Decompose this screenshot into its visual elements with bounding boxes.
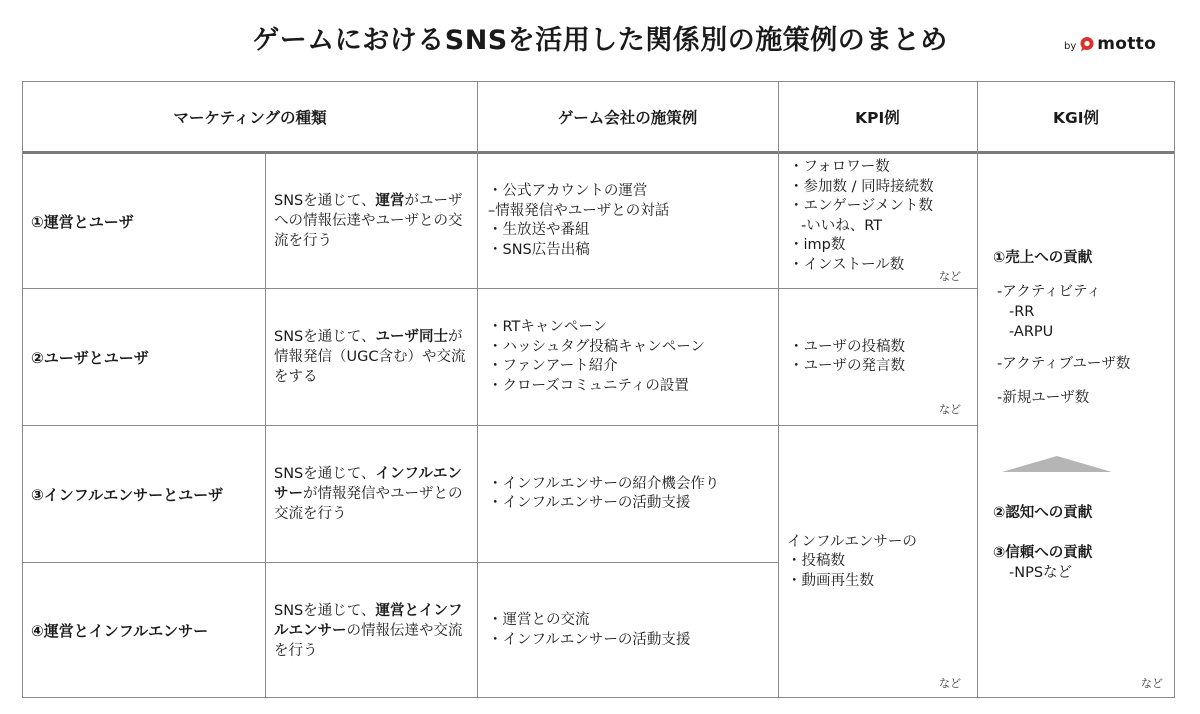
list-item: ・参加数 / 同時接続数 [789, 178, 934, 195]
row-description [266, 154, 477, 288]
desc-text: の情報伝達や交流を行う [274, 622, 463, 659]
list-item: ・インフルエンサーの紹介機会作り [488, 475, 720, 492]
list-item: ・インストール数 [789, 256, 905, 273]
list-item: ・投稿数 [787, 553, 845, 570]
list-item: -ARPU [1009, 324, 1054, 340]
list-item: ・フォロワー数 [789, 159, 890, 175]
list-item: ・ユーザの投稿数 [789, 338, 905, 355]
row-type: ①運営とユーザ [31, 212, 134, 231]
list-item: インフルエンサーの [787, 533, 917, 550]
etc-note: など [939, 677, 961, 690]
row-description [266, 289, 477, 425]
list-item: ・クローズコミュニティの設置 [488, 377, 689, 394]
desc-text: SNSを通じて、 [274, 602, 376, 619]
up-arrow-icon [1002, 456, 1112, 472]
etc-note: など [939, 270, 961, 283]
desc-bold: インフルエンサー [274, 466, 462, 502]
list-item: -アクティビティ [997, 284, 1101, 300]
list-item: ・動画再生数 [787, 572, 874, 589]
etc-note: など [939, 403, 961, 416]
list-item: ・SNS広告出稿 [488, 241, 590, 258]
list-item: ・エンゲージメント数 [789, 198, 933, 214]
brand-by: by [1064, 40, 1077, 52]
row-type: ②ユーザとユーザ [31, 348, 149, 367]
kgi-sales [993, 248, 1130, 408]
divider [977, 82, 978, 697]
desc-text: SNSを通じて、 [274, 466, 376, 482]
header-measures: ゲーム会社の施策例 [557, 109, 698, 127]
desc-bold: 運営とインフルエンサー [274, 602, 463, 639]
page-title: ゲームにおけるSNSを活用した関係別の施策例のまとめ [252, 25, 948, 56]
kgi-awareness-trust [993, 503, 1092, 583]
row-description [266, 563, 477, 698]
row-type: ③インフルエンサーとユーザ [31, 485, 224, 504]
etc-note: など [1141, 677, 1163, 690]
desc-text: SNSを通じて、 [274, 329, 376, 345]
measures-cell [478, 289, 778, 425]
list-item: -RR [1009, 304, 1035, 320]
header-kpi: KPI例 [855, 109, 900, 127]
desc-text: が情報発信（UGC含む）や交流をする [274, 329, 466, 385]
brand-name: motto [1097, 34, 1157, 54]
list-item: ・ファンアート紹介 [488, 358, 618, 374]
summary-table [22, 81, 1175, 698]
desc-text: SNSを通じて、 [274, 193, 376, 209]
list-item: ・imp数 [789, 237, 846, 253]
measures-cell [478, 563, 778, 698]
kgi-heading: ③信頼への貢献 [993, 545, 1093, 561]
list-item: ・インフルエンサーの活動支援 [488, 631, 691, 648]
measures-cell [478, 426, 778, 562]
kpi-cell [779, 426, 977, 698]
brand-logo [1064, 34, 1156, 54]
row-type: ④運営とインフルエンサー [31, 622, 209, 640]
list-item: -アクティブユーザ数 [997, 356, 1131, 372]
list-item: ・ユーザの発言数 [789, 358, 905, 374]
list-item: -NPSなど [1009, 565, 1073, 581]
list-item: ・ハッシュタグ投稿キャンペーン [488, 338, 705, 355]
kgi-heading: ②認知への貢献 [993, 505, 1093, 521]
header-kgi: KGI例 [1052, 109, 1099, 127]
list-item: –情報発信やユーザとの対話 [488, 202, 670, 219]
measures-cell [478, 154, 778, 288]
list-item: ・運営との交流 [488, 612, 590, 628]
desc-bold: 運営 [375, 193, 405, 209]
list-item: ・公式アカウントの運営 [488, 183, 648, 199]
desc-text: が情報発信やユーザとの交流を行う [274, 486, 463, 522]
desc-bold: ユーザ同士 [375, 329, 448, 345]
desc-text: がユーザへの情報伝達やユーザとの交流を行う [274, 193, 463, 249]
list-item: -いいね、RT [801, 217, 883, 234]
list-item: ・インフルエンサーの活動支援 [488, 495, 691, 511]
header-marketing-type: マーケティングの種類 [173, 109, 327, 127]
row-description [266, 426, 477, 562]
motto-logo-icon [1079, 36, 1095, 52]
kgi-heading: ①売上への貢献 [993, 250, 1093, 266]
list-item: ・生放送や番組 [488, 222, 590, 238]
list-item: ・RTキャンペーン [488, 319, 608, 335]
list-item: -新規ユーザ数 [997, 390, 1090, 406]
